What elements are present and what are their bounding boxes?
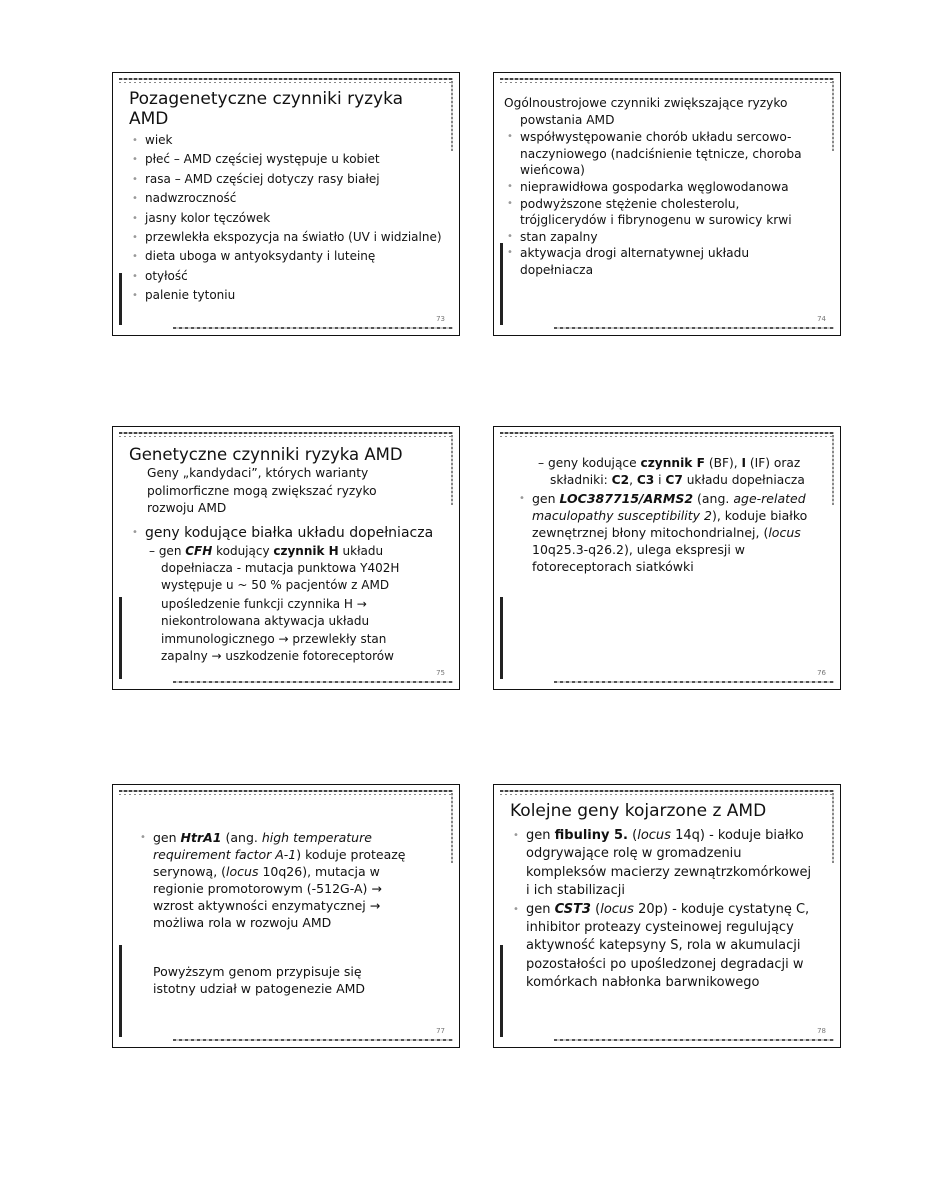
slide-border-right xyxy=(832,793,834,863)
slide-77 xyxy=(112,784,460,1048)
slide-border-bottom xyxy=(554,1039,834,1041)
page-number: 76 xyxy=(817,669,826,677)
slide-border-left xyxy=(119,273,122,325)
bullet-list xyxy=(137,829,429,931)
list-item: • jasny kolor tęczówek xyxy=(129,209,445,228)
gene-name: CST3 xyxy=(554,901,591,917)
slide-border-right xyxy=(832,435,834,505)
slide-border-top xyxy=(500,432,834,434)
slide-border-top-secondary xyxy=(119,794,453,795)
slide-border-right xyxy=(451,81,453,151)
intro-text: Geny „kandydaci”, których warianty polimorficzne mogą zwiększać ryzyko rozwoju AMD xyxy=(147,466,377,515)
bullet-list xyxy=(510,827,828,993)
slide-border-left xyxy=(500,597,503,679)
list-item: • rasa – AMD częściej dotyczy rasy białej xyxy=(129,170,445,189)
slide-border-top-secondary xyxy=(500,794,834,795)
slide-74 xyxy=(493,72,841,336)
slide-border-top-secondary xyxy=(500,82,834,83)
slide-border-right xyxy=(451,793,453,863)
slide-border-top xyxy=(500,78,834,80)
list-item: • płeć – AMD częściej występuje u kobiet xyxy=(129,150,445,169)
gene-name: CFH xyxy=(185,543,213,558)
bullet-list xyxy=(129,524,447,542)
list-item: • gen HtrA1 (ang. high temperature requirement factor A-1) koduje proteazę serynową, (locus 10q26), mutacja w regionie promotorowym (-512G-A) → wzrost aktywności enzymatycznej → możliwa rola w rozwoju AMD xyxy=(137,829,429,931)
page-number: 74 xyxy=(817,315,826,323)
slide-78 xyxy=(493,784,841,1048)
list-item: • gen fibuliny 5. (locus 14q) - koduje białko odgrywające rolę w gromadzeniu kompleksów macierzy zewnątrzkomórkowej i ich stabilizacji xyxy=(510,827,828,901)
slide-border-bottom xyxy=(554,327,834,329)
slide-border-left xyxy=(119,945,122,1037)
list-item: • nadwzroczność xyxy=(129,189,445,208)
list-item: • aktywacja drogi alternatywnej układu dopełniacza xyxy=(504,245,828,278)
slide-title: Kolejne geny kojarzone z AMD xyxy=(510,801,767,821)
slide-border-top xyxy=(119,78,453,80)
bullet-list xyxy=(516,490,828,575)
bullet-list xyxy=(504,129,828,278)
slide-border-top xyxy=(500,790,834,792)
page-number: 78 xyxy=(817,1027,826,1035)
list-item: • stan zapalny xyxy=(504,229,828,246)
slide-border-top-secondary xyxy=(119,436,453,437)
slide-border-bottom xyxy=(554,681,834,683)
list-item: • gen CST3 (locus 20p) - koduje cystatynę C, inhibitor proteazy cysteinowej regulujący aktywność katepsyny S, rola w akumulacji pozostałości po upośledzonej degradacji w komórkach nabłonka barwnikowego xyxy=(510,901,828,993)
slide-title: Pozagenetyczne czynniki ryzyka AMD xyxy=(129,89,404,129)
list-item: • przewlekła ekspozycja na światło (UV i widzialne) xyxy=(129,228,445,247)
slide-border-bottom xyxy=(173,681,453,683)
slide-border-top xyxy=(119,432,453,434)
slide-border-top-secondary xyxy=(500,436,834,437)
slide-border-top xyxy=(119,790,453,792)
slide-75 xyxy=(112,426,460,690)
consequence-text: upośledzenie funkcji czynnika H → niekontrolowana aktywacja układu immunologicznego → przewlekły stan zapalny → uszkodzenie fotoreceptorów xyxy=(161,597,394,663)
list-item: • dieta uboga w antyoksydanty i luteinę xyxy=(129,247,445,266)
page-number: 75 xyxy=(436,669,445,677)
list-item: • otyłość xyxy=(129,267,445,286)
summary-note: Powyższym genom przypisuje się istotny udział w patogenezie AMD xyxy=(153,964,366,996)
slide-border-left xyxy=(500,945,503,1037)
slide-border-left xyxy=(119,597,122,679)
list-item: • współwystępowanie chorób układu sercowo-naczyniowego (nadciśnienie tętnicze, choroba wieńcowa) xyxy=(504,129,828,179)
sub-item: – geny kodujące czynnik F (BF), I (IF) oraz składniki: C2, C3 i C7 układu dopełniacza xyxy=(538,456,805,487)
bullet-list xyxy=(129,131,445,306)
slide-border-right xyxy=(451,435,453,505)
list-item: • podwyższone stężenie cholesterolu, trójglicerydów i fibrynogenu w surowicy krwi xyxy=(504,196,828,229)
list-item: • wiek xyxy=(129,131,445,150)
slide-border-left xyxy=(500,243,503,325)
slide-border-right xyxy=(832,81,834,151)
list-item: • gen LOC387715/ARMS2 (ang. age-related maculopathy susceptibility 2), koduje białko zewnętrznej błony mitochondrialnej, (locus 10q25.3-q26.2), ulega ekspresji w fotoreceptorach siatkówki xyxy=(516,490,828,575)
slide-76 xyxy=(493,426,841,690)
intro-text: Ogólnoustrojowe czynniki zwiększające ryzyko powstania AMD xyxy=(504,96,788,127)
gene-name: LOC387715/ARMS2 xyxy=(559,491,694,507)
slide-border-bottom xyxy=(173,327,453,329)
slide-border-top-secondary xyxy=(119,82,453,83)
slide-73 xyxy=(112,72,460,336)
slide-border-bottom xyxy=(173,1039,453,1041)
slide-title: Genetyczne czynniki ryzyka AMD xyxy=(129,445,403,464)
page-number: 77 xyxy=(436,1027,445,1035)
list-item: • palenie tytoniu xyxy=(129,286,445,305)
list-item: • geny kodujące białka układu dopełniacza xyxy=(129,524,447,542)
gene-name: HtrA1 xyxy=(180,830,222,845)
list-item: • nieprawidłowa gospodarka węglowodanowa xyxy=(504,179,828,196)
sub-item: – gen CFH kodujący czynnik H układu dopełniacza - mutacja punktowa Y402H występuje u ~ 50 % pacjentów z AMD xyxy=(149,543,400,592)
page-number: 73 xyxy=(436,315,445,323)
